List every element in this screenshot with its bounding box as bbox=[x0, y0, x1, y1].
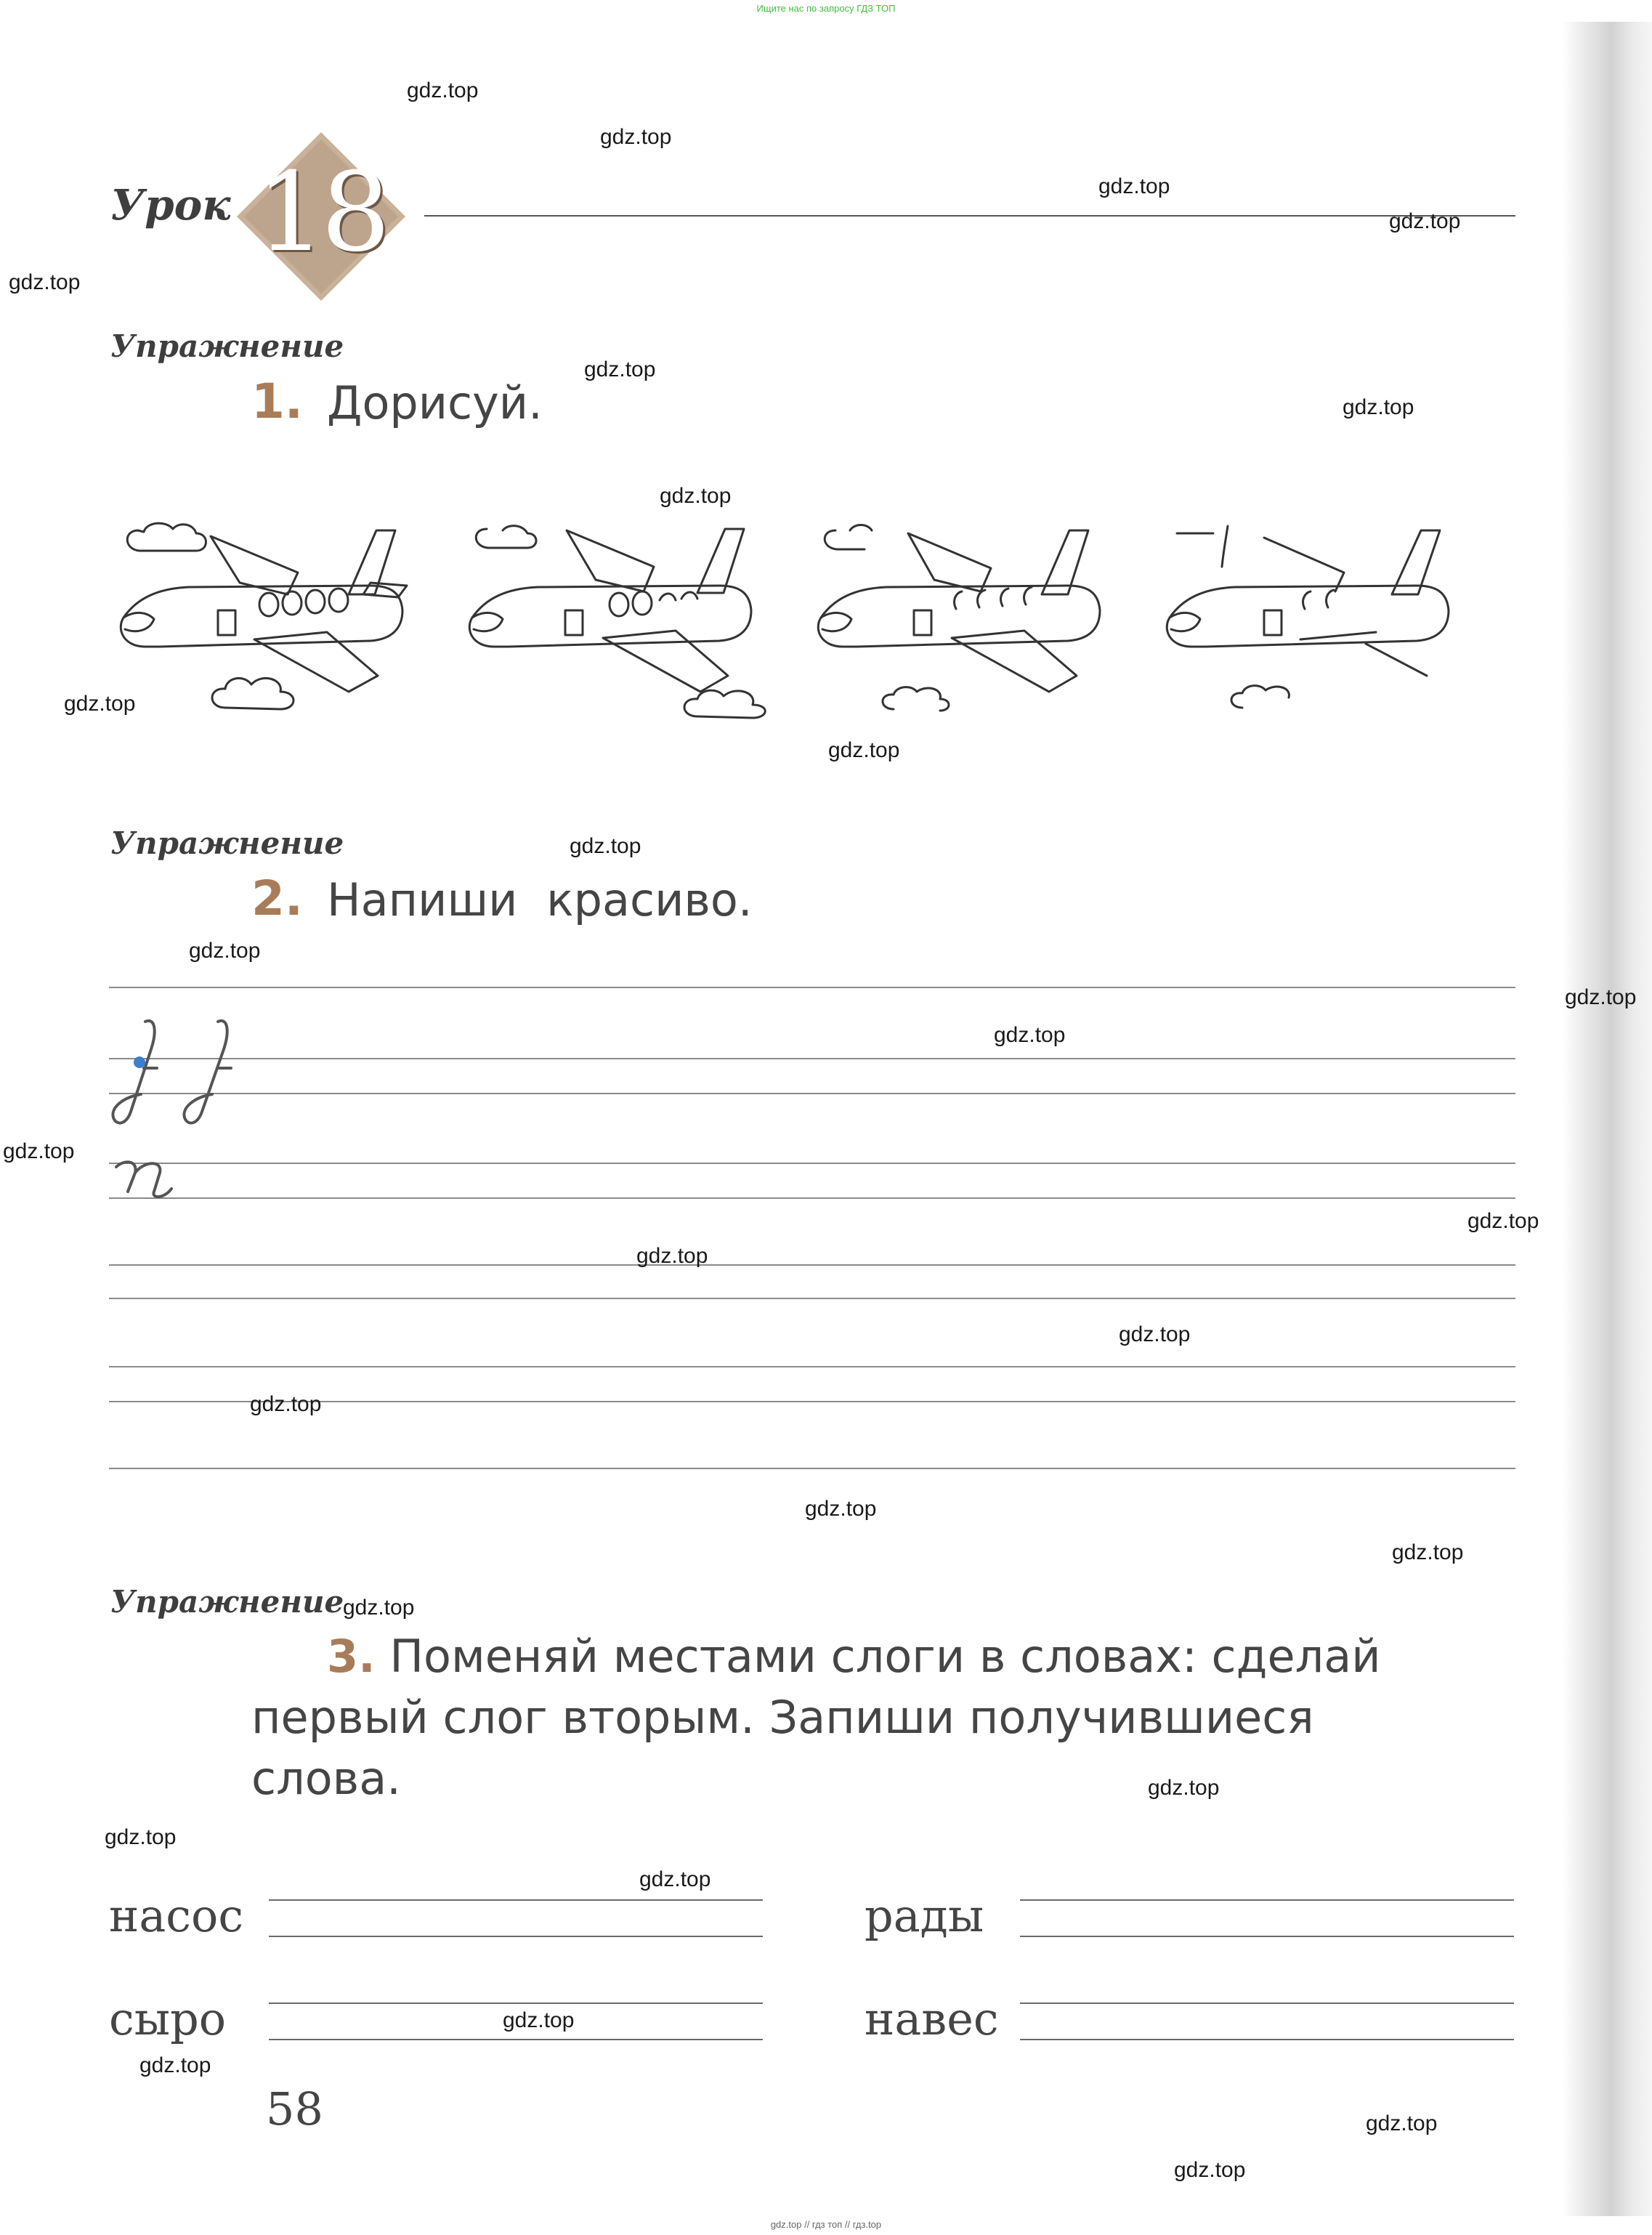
lesson-header-rule bbox=[424, 215, 1515, 217]
word-nasos: насос bbox=[109, 1889, 244, 1942]
lesson-label: Урок bbox=[110, 180, 231, 230]
watermark: gdz.top bbox=[828, 738, 900, 762]
watermark: gdz.top bbox=[1389, 209, 1461, 233]
bottom-note: gdz.top // гдз топ // гдз.top bbox=[770, 2219, 882, 2230]
answer-line bbox=[269, 2039, 763, 2040]
exercise-2-number: 2. bbox=[251, 870, 303, 926]
exercise-3-number: 3. bbox=[327, 1630, 376, 1683]
watermark: gdz.top bbox=[9, 270, 81, 294]
writing-rule bbox=[109, 1163, 1515, 1164]
airplane-partial-icon bbox=[1167, 526, 1449, 708]
writing-rule bbox=[109, 1264, 1515, 1266]
watermark: gdz.top bbox=[343, 1596, 415, 1620]
watermark: gdz.top bbox=[139, 2053, 211, 2077]
watermark: gdz.top bbox=[1119, 1322, 1191, 1346]
watermark: gdz.top bbox=[105, 1825, 177, 1849]
watermark: gdz.top bbox=[1174, 2158, 1246, 2182]
answer-line bbox=[1020, 1936, 1514, 1937]
watermark: gdz.top bbox=[503, 2008, 575, 2032]
watermark: gdz.top bbox=[994, 1023, 1066, 1047]
watermark: gdz.top bbox=[64, 692, 136, 716]
exercise-2-instruction: Напиши красиво. bbox=[327, 873, 753, 926]
writing-rule bbox=[109, 1058, 1515, 1059]
watermark: gdz.top bbox=[636, 1244, 708, 1268]
word-rady: рады bbox=[865, 1889, 984, 1942]
exercise-3-line-3: слова. bbox=[251, 1752, 401, 1805]
watermark: gdz.top bbox=[189, 939, 261, 963]
airplane-complete-icon bbox=[121, 523, 407, 709]
watermark: gdz.top bbox=[1343, 395, 1414, 419]
exercise-3-line-1: 3. Поменяй местами слоги в словах: сделай bbox=[327, 1630, 1381, 1683]
watermark: gdz.top bbox=[1366, 2111, 1438, 2135]
exercise-1-instruction: Дорисуй. bbox=[327, 376, 543, 429]
answer-line bbox=[269, 2002, 763, 2004]
exercise-1-label: Упражнение bbox=[110, 328, 344, 364]
writing-rule bbox=[109, 1366, 1515, 1367]
exercise-2-label: Упражнение bbox=[110, 825, 344, 861]
watermark: gdz.top bbox=[1148, 1776, 1220, 1800]
airplane-drawings bbox=[109, 501, 1533, 734]
watermark: gdz.top bbox=[600, 125, 672, 149]
writing-rule bbox=[109, 1298, 1515, 1299]
page-number: 58 bbox=[266, 2082, 323, 2135]
watermark: gdz.top bbox=[639, 1867, 711, 1891]
watermark: gdz.top bbox=[1467, 1209, 1539, 1233]
watermark: gdz.top bbox=[570, 834, 641, 858]
watermark: gdz.top bbox=[3, 1139, 75, 1163]
answer-line bbox=[269, 1936, 763, 1937]
watermark: gdz.top bbox=[407, 78, 479, 102]
cursive-sample-letters bbox=[109, 1017, 254, 1206]
answer-line bbox=[1020, 2002, 1514, 2004]
watermark: gdz.top bbox=[584, 357, 656, 381]
watermark: gdz.top bbox=[1098, 174, 1170, 198]
airplane-partial-icon bbox=[469, 526, 765, 718]
exercise-3-line-2: первый слог вторым. Запиши получившиеся bbox=[251, 1691, 1314, 1744]
writing-rule bbox=[109, 1093, 1515, 1094]
exercise-1-number: 1. bbox=[251, 373, 303, 429]
word-naves: навес bbox=[865, 1992, 999, 2045]
watermark: gdz.top bbox=[250, 1392, 322, 1416]
answer-line bbox=[1020, 2039, 1514, 2040]
airplane-partial-icon bbox=[818, 525, 1100, 711]
word-syro: сыро bbox=[109, 1992, 227, 2045]
writing-rule bbox=[109, 1197, 1515, 1199]
answer-line bbox=[269, 1899, 763, 1901]
answer-line bbox=[1020, 1899, 1514, 1901]
exercise-3-instruction bbox=[251, 1626, 1515, 1809]
watermark: gdz.top bbox=[1392, 1540, 1464, 1564]
writing-rule bbox=[109, 1468, 1515, 1469]
watermark: gdz.top bbox=[805, 1497, 877, 1521]
exercise-3-label: Упражнение bbox=[110, 1584, 344, 1620]
writing-rule bbox=[109, 987, 1515, 988]
watermark: gdz.top bbox=[1565, 985, 1637, 1009]
watermark: gdz.top bbox=[660, 484, 732, 508]
top-search-note: Ищите нас по запросу ГДЗ ТОП bbox=[756, 3, 896, 14]
page-edge-shadow bbox=[1562, 22, 1652, 2216]
lesson-number: 18 bbox=[256, 150, 386, 276]
